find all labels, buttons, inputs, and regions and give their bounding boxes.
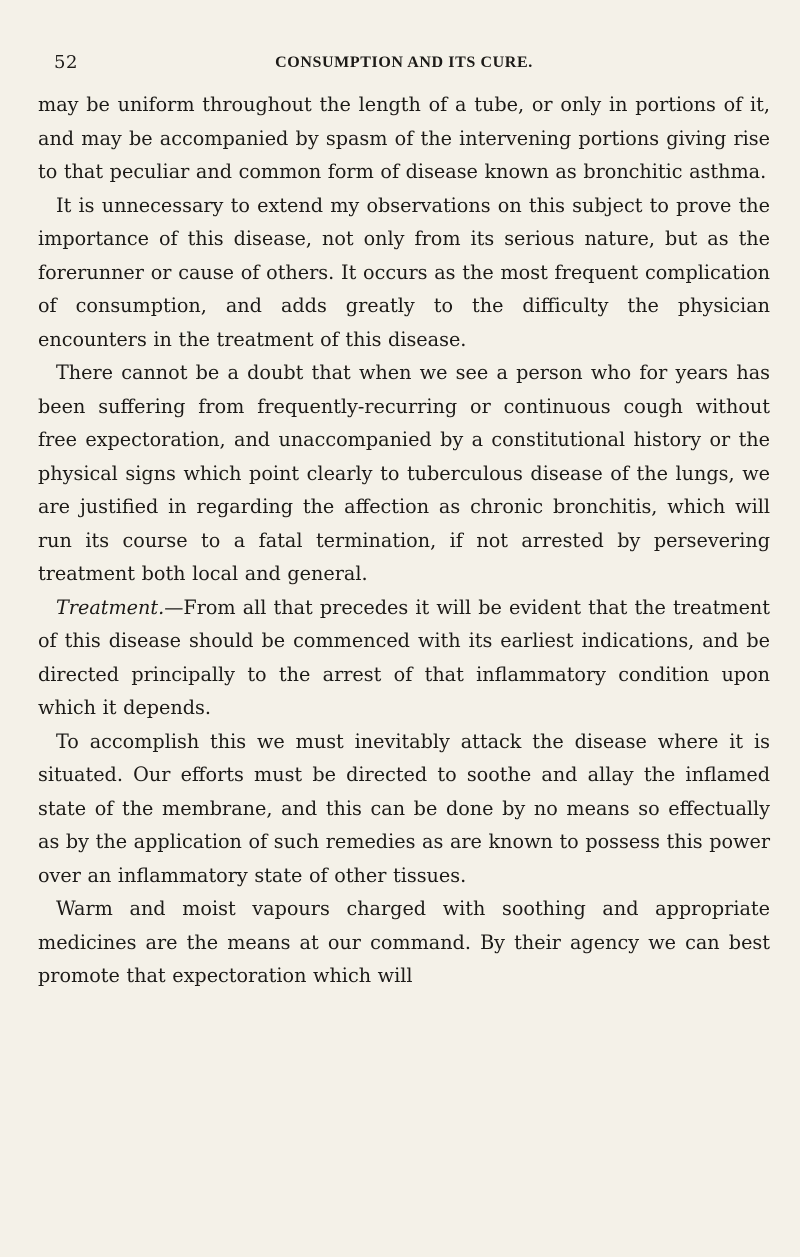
paragraph-diagnosis: There cannot be a doubt that when we see a person who for years has been suffering from frequently-recurring or continuous cough without free expectoration, and unaccompanied by a constitutional history or the physical signs which point clearly to tuberculous disease of the lungs, we are justified in regarding the affection as chronic bronchitis, which will run its course to a fatal termination, if not arrested by persevering treatment both local and general. xyxy=(38,361,770,585)
paragraph-method: To accomplish this we must inevitably attack the disease where it is situated. Our efforts must be directed to soothe and allay the inflamed state of the membrane, and this can be done by no means so effectually as by the application of such remedies as are known to possess this power over an inflammatory state of other tissues. xyxy=(38,729,770,887)
treatment-text: —From all that precedes it will be evident that the treatment of this disease should be commenced with its earliest indications, and be directed principally to the arrest of that inflammatory condition upon which it depends. xyxy=(38,595,770,719)
paragraph-treatment xyxy=(38,591,770,725)
page-number: 52 xyxy=(54,52,78,73)
body-text xyxy=(38,88,770,993)
paragraph-importance: It is unnecessary to extend my observations on this subject to prove the importance of this disease, not only from its serious nature, but as the forerunner or cause of others. It occurs as the most frequent complication of consumption, and adds greatly to the difficulty the physician encounters in the treatment of this disease. xyxy=(38,193,770,351)
treatment-heading: Treatment. xyxy=(56,595,165,619)
paragraph-vapours: Warm and moist vapours charged with soothing and appropriate medicines are the means at our command. By their agency we can best promote that expectoration which will xyxy=(38,897,770,987)
running-head xyxy=(38,44,770,74)
paragraph-continuation: may be uniform throughout the length of a tube, or only in portions of it, and may be accompanied by spasm of the intervening portions giving rise to that peculiar and common form of disease known as bronchitic asthma. xyxy=(38,93,770,183)
running-title: CONSUMPTION AND ITS CURE. xyxy=(275,54,533,71)
